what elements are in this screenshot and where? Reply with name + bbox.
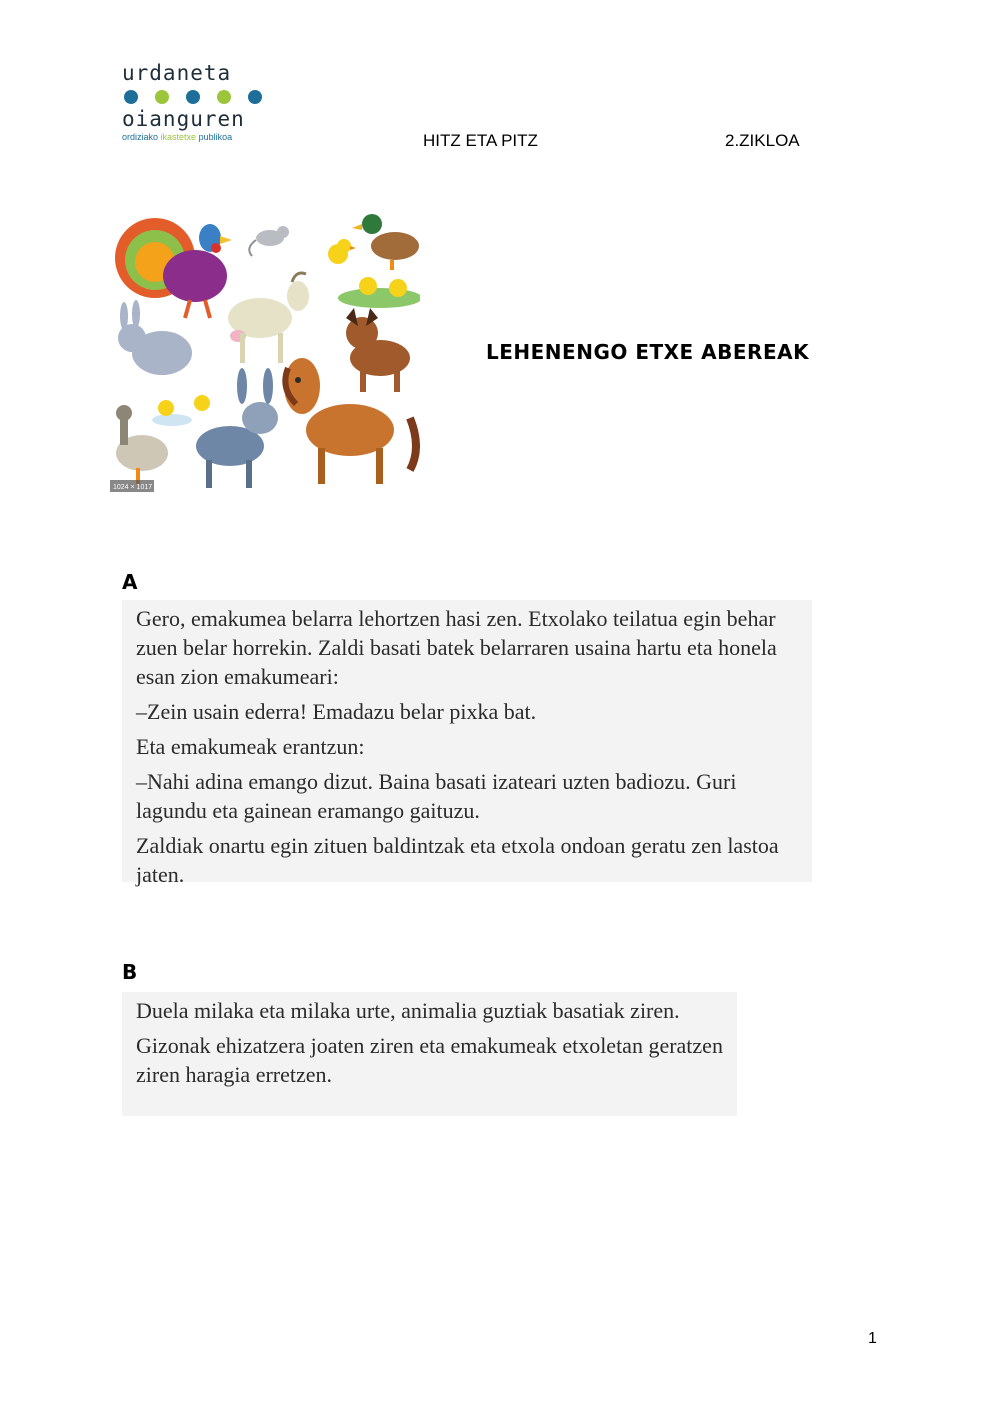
header-subject: HITZ ETA PITZ bbox=[423, 131, 538, 150]
paragraph: Gizonak ehizatzera joaten ziren eta emakumeak etxoletan geratzen ziren haragia erretzen. bbox=[136, 1033, 723, 1087]
section-label-b: B bbox=[122, 960, 138, 984]
scanned-text-b bbox=[122, 992, 737, 1116]
farm-animals-picture bbox=[110, 208, 420, 492]
header-cycle: 2.ZIKLOA bbox=[725, 131, 800, 150]
logo-dot bbox=[186, 90, 200, 104]
logo-tagline-part: publikoa bbox=[198, 132, 233, 142]
paragraph: Gero, emakumea belarra lehortzen hasi zen. Etxolako teilatua egin behar zuen belar horrekin. Zaldi basati batek belarraren usaina hartu eta honela esan zion emakumeari: bbox=[136, 606, 777, 689]
paragraph: Zaldiak onartu egin zituen baldintzak eta etxola ondoan geratu zen lastoa jaten. bbox=[136, 833, 779, 887]
logo-dots bbox=[124, 90, 262, 104]
paragraph: Duela milaka eta milaka urte, animalia guztiak basatiak ziren. bbox=[136, 998, 680, 1023]
section-label-a: A bbox=[122, 570, 138, 594]
logo-tagline bbox=[122, 132, 262, 142]
logo-word-top: urdaneta bbox=[122, 61, 232, 85]
logo-tagline-part: ikastetxe bbox=[160, 132, 197, 142]
image-size-caption: 1024 × 1017 bbox=[113, 484, 153, 491]
logo-word-bottom: oianguren bbox=[122, 107, 245, 131]
page-title: LEHENENGO ETXE ABEREAK bbox=[486, 340, 810, 364]
paragraph: –Nahi adina emango dizut. Baina basati izateari uzten badiozu. Guri lagundu eta gainean eramango gaituzu. bbox=[136, 769, 737, 823]
logo-dot bbox=[248, 90, 262, 104]
logo-tagline-part: ordiziako bbox=[122, 132, 159, 142]
page-number: 1 bbox=[868, 1330, 877, 1347]
logo-dot bbox=[155, 90, 169, 104]
paragraph: –Zein usain ederra! Emadazu belar pixka bat. bbox=[136, 699, 537, 724]
scanned-text-a bbox=[122, 600, 812, 887]
school-logo bbox=[122, 62, 262, 142]
logo-dot bbox=[124, 90, 138, 104]
logo-dot bbox=[217, 90, 231, 104]
paragraph: Eta emakumeak erantzun: bbox=[136, 734, 365, 759]
farm-animals-illustration bbox=[110, 208, 420, 492]
